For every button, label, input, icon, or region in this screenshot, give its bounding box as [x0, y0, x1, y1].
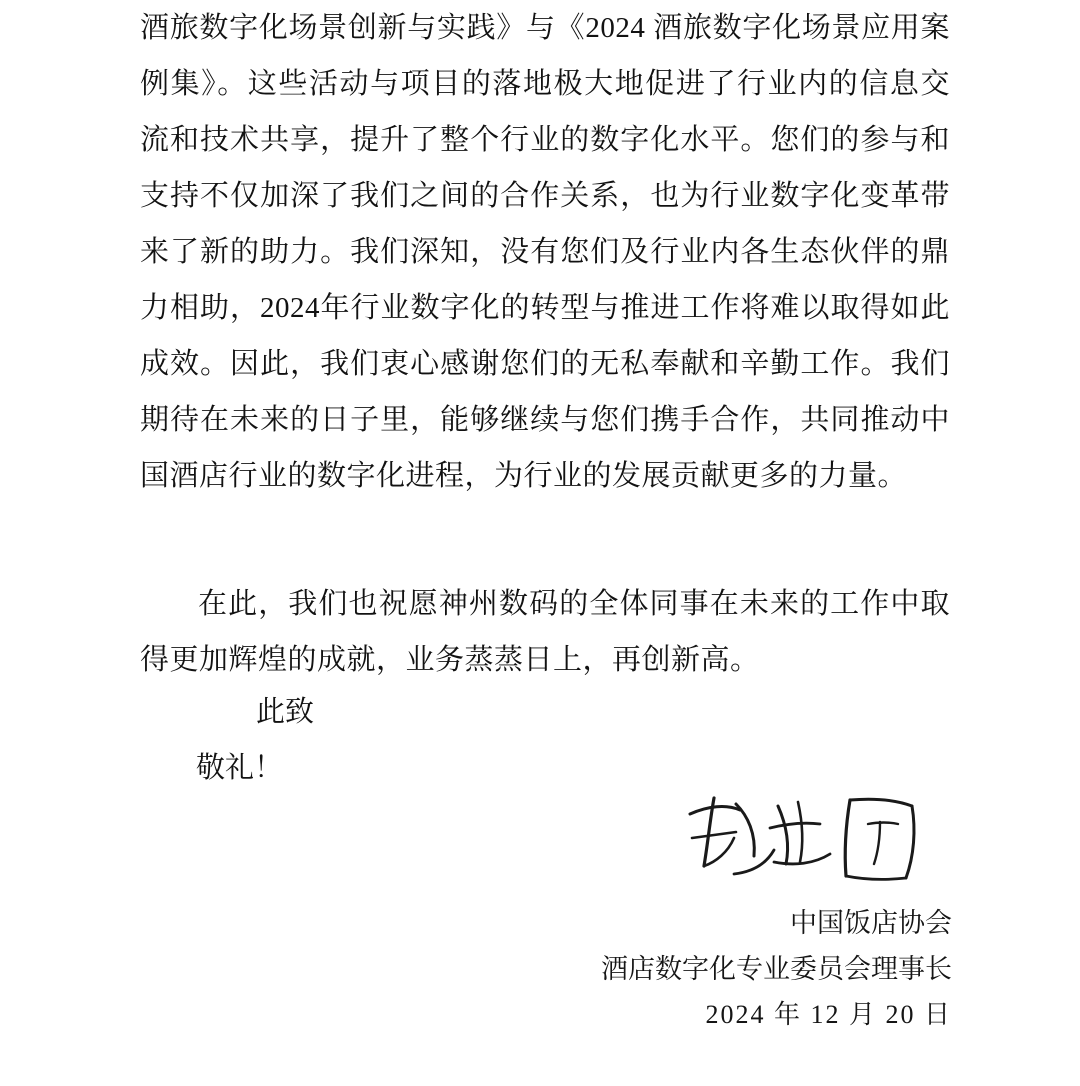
closing-line-2: 敬礼！ — [196, 752, 284, 784]
signature-date: 2024 年 12 月 20 日 — [705, 1000, 952, 1029]
body-paragraph-2: 在此，我们也祝愿神州数码的全体同事在未来的工作中取得更加辉煌的成就，业务蒸蒸日上，再创新高。 — [140, 588, 950, 676]
signature-organization: 中国饭店协会 — [790, 908, 952, 938]
signature-title: 酒店数字化专业委员会理事长 — [601, 954, 952, 984]
closing-line-1: 此致 — [256, 696, 315, 728]
letter-body — [140, 0, 950, 688]
handwritten-signature-icon — [532, 780, 934, 900]
paragraph-spacer — [140, 504, 950, 576]
body-paragraph-1: 酒旅数字化场景创新与实践》与《2024 酒旅数字化场景应用案例集》。这些活动与项目的落地极大地促进了行业内的信息交流和技术共享，提升了整个行业的数字化水平。您们的参与和支持不仅加深了我们之间的合作关系，也为行业数字化变革带来了新的助力。我们深知，没有您们及行业内各生态伙伴的鼎力相助，2024年行业数字化的转型与推进工作将难以取得如此成效。因此，我们衷心感谢您们的无私奉献和辛勤工作。我们期待在未来的日子里，能够继续与您们携手合作，共同推动中国酒店行业的数字化进程，为行业的发展贡献更多的力量。 — [140, 12, 950, 492]
signature-block — [532, 780, 952, 1038]
